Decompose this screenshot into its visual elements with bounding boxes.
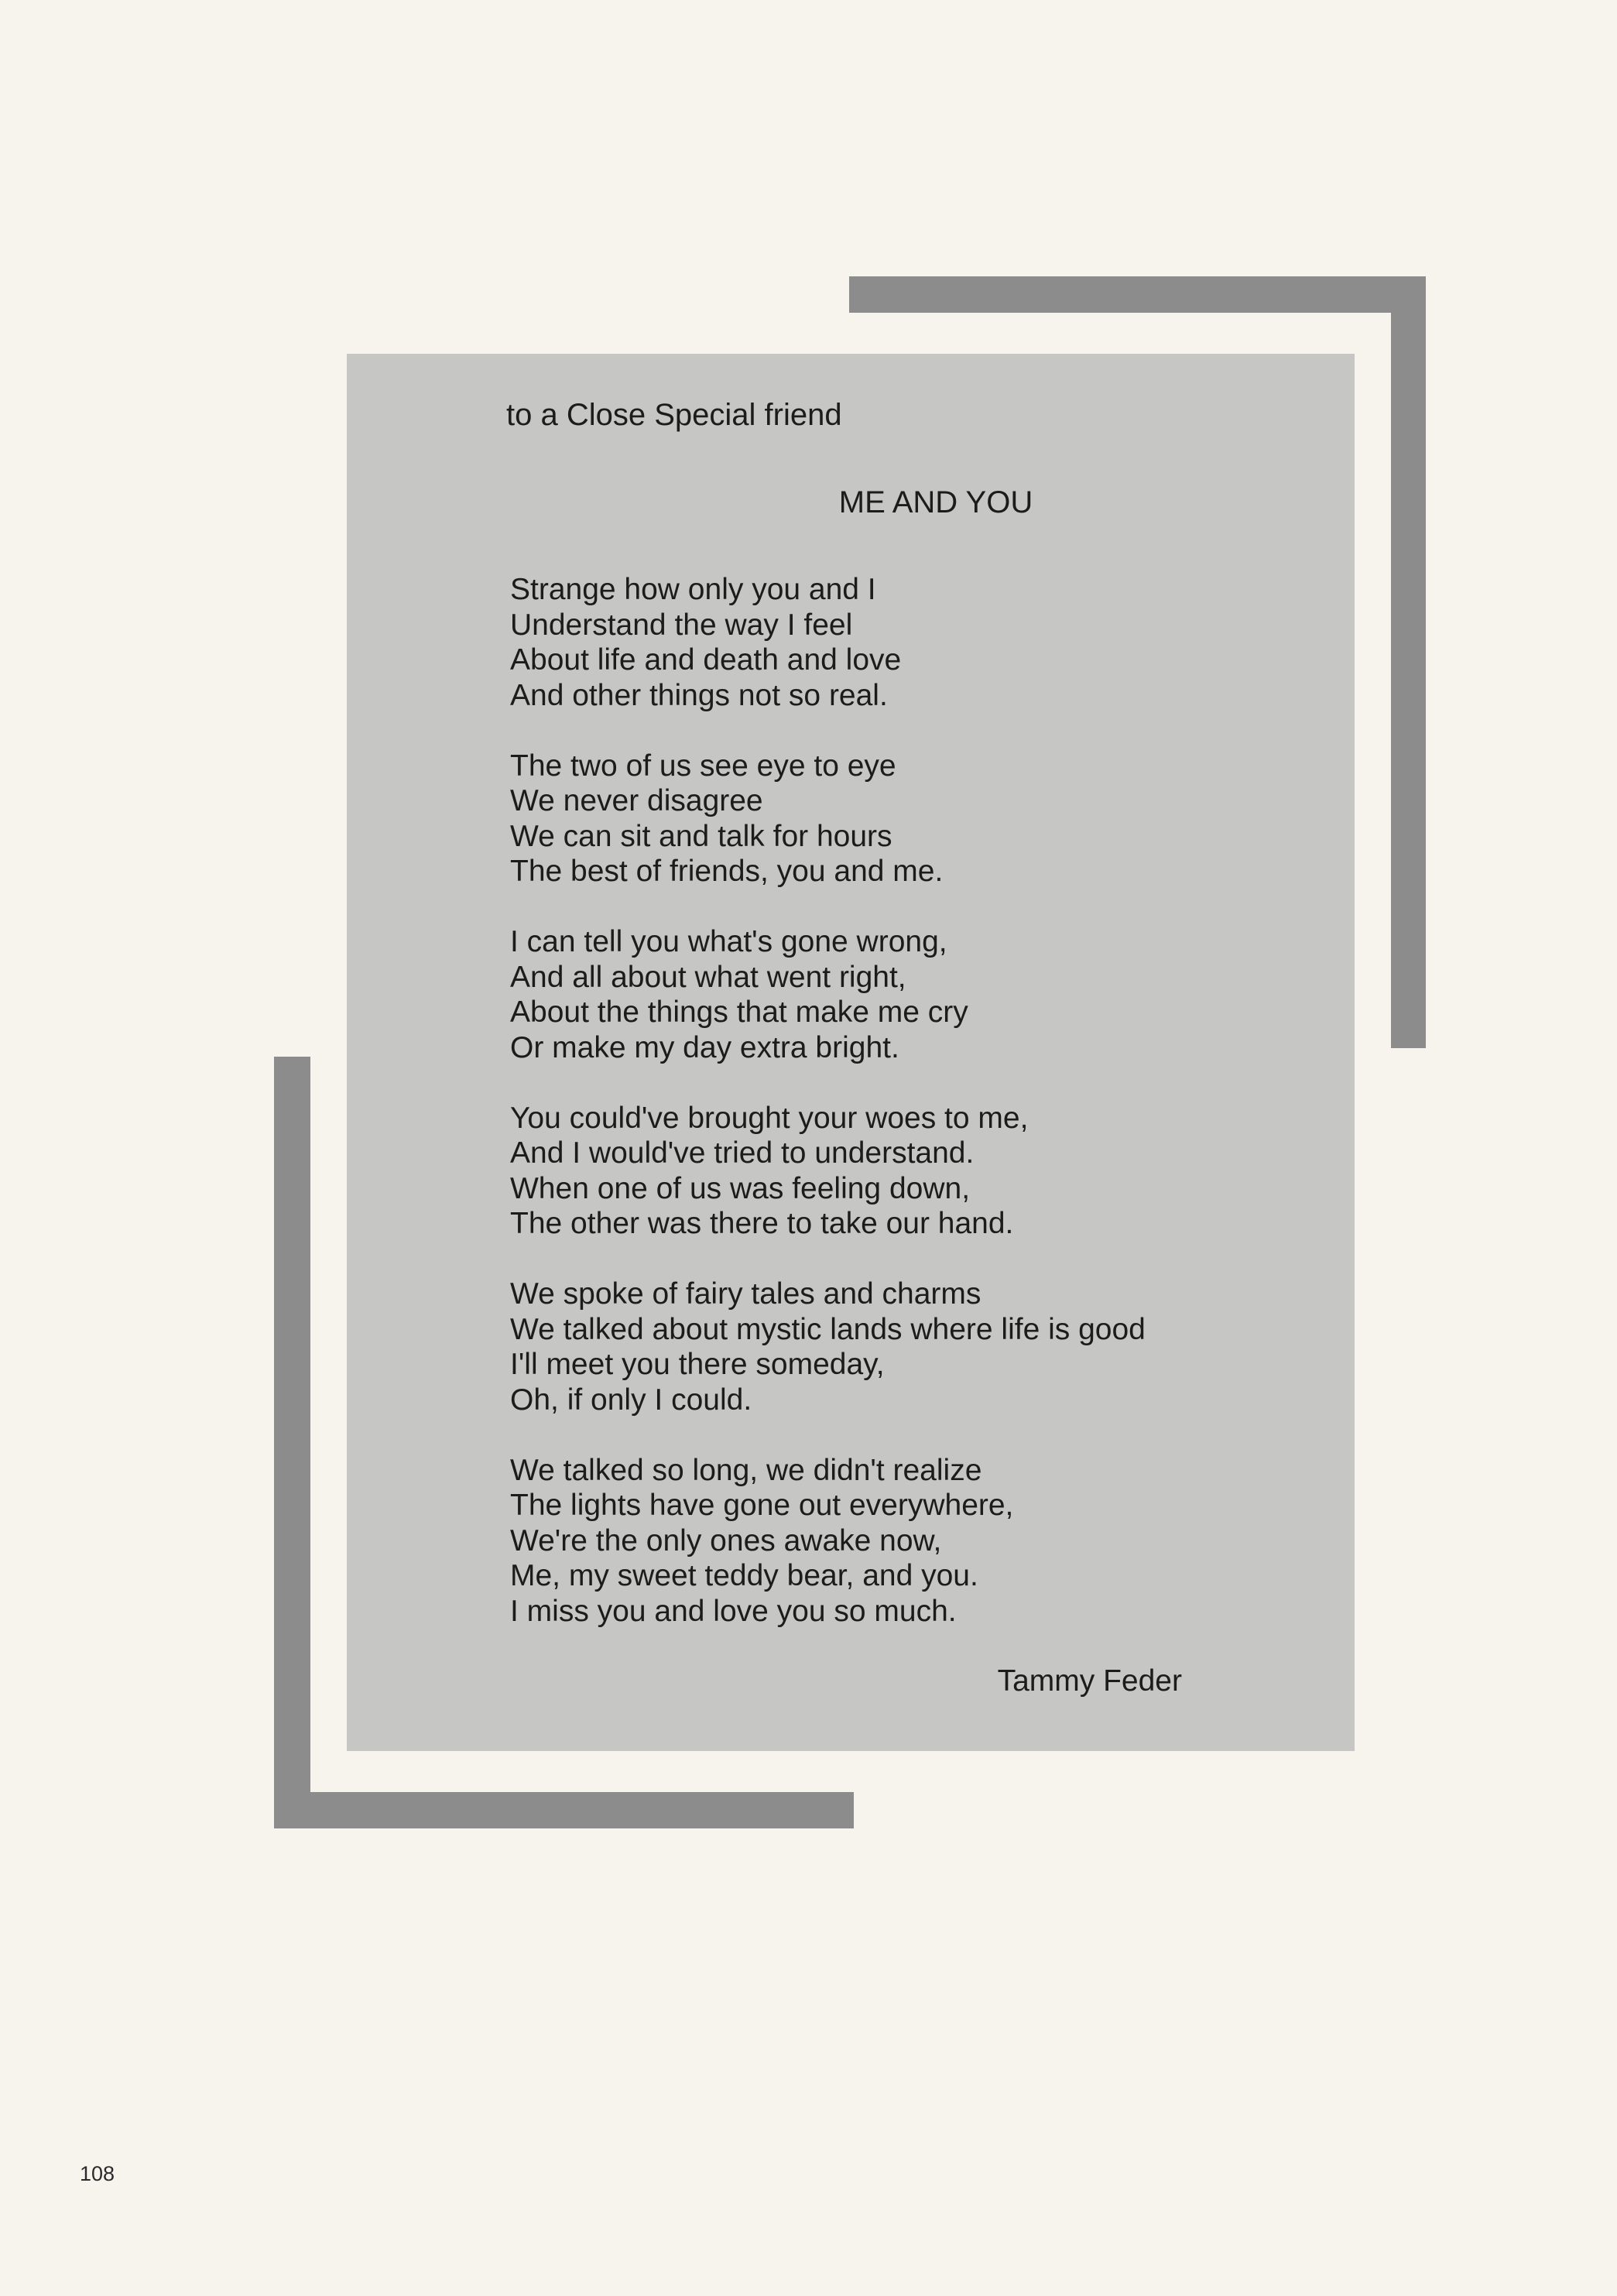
poem-line: And all about what went right, (510, 960, 906, 994)
poem-line: We're the only ones awake now, (510, 1523, 942, 1558)
stanza (510, 572, 1146, 713)
stanza (510, 924, 1146, 1065)
stanza (510, 1101, 1146, 1242)
page-number: 108 (80, 2162, 115, 2185)
decorative-bracket-bottom-vertical (274, 1057, 310, 1828)
poem-panel (347, 354, 1355, 1751)
poem-line: I'll meet you there someday, (510, 1348, 885, 1381)
poem-line: About the things that make me cry (510, 996, 968, 1029)
decorative-bracket-top-vertical (1391, 276, 1426, 1048)
poem-line: You could've brought your woes to me, (510, 1101, 1029, 1135)
poem-line: The lights have gone out everywhere, (510, 1489, 1014, 1522)
poem-line: Strange how only you and I (510, 573, 876, 606)
decorative-bracket-top-horizontal (849, 276, 1426, 313)
decorative-bracket-bottom-horizontal (274, 1792, 854, 1828)
poem-line: We never disagree (510, 784, 763, 817)
poem-line: Oh, if only I could. (510, 1383, 752, 1417)
poem-body (510, 572, 1146, 1664)
poem-line: The other was there to take our hand. (510, 1207, 1014, 1240)
stanza (510, 1277, 1146, 1417)
poem-title: ME AND YOU (838, 485, 1033, 519)
poem-line: The two of us see eye to eye (510, 749, 896, 783)
stanza (510, 1453, 1146, 1629)
poem-dedication: to a Close Special friend (506, 398, 842, 432)
poem-line: When one of us was feeling down, (510, 1171, 971, 1205)
poem-line: About life and death and love (510, 643, 902, 677)
poem-line: Understand the way I feel (510, 608, 853, 642)
poem-line: We spoke of fairy tales and charms (510, 1277, 982, 1311)
poem-line: Me, my sweet teddy bear, and you. (510, 1559, 978, 1592)
stanza (510, 749, 1146, 889)
poem-line: I can tell you what's gone wrong, (510, 925, 947, 958)
poem-line: I miss you and love you so much. (510, 1594, 957, 1628)
poem-line: We talked about mystic lands where life is good (510, 1312, 1146, 1346)
poem-line: We talked so long, we didn't realize (510, 1453, 982, 1487)
poem-line: We can sit and talk for hours (510, 819, 892, 853)
poem-line: And I would've tried to understand. (510, 1136, 975, 1170)
poem-line: The best of friends, you and me. (510, 855, 944, 888)
poem-author: Tammy Feder (997, 1664, 1182, 1698)
poem-line: And other things not so real. (510, 678, 888, 712)
poem-line: Or make my day extra bright. (510, 1030, 899, 1064)
